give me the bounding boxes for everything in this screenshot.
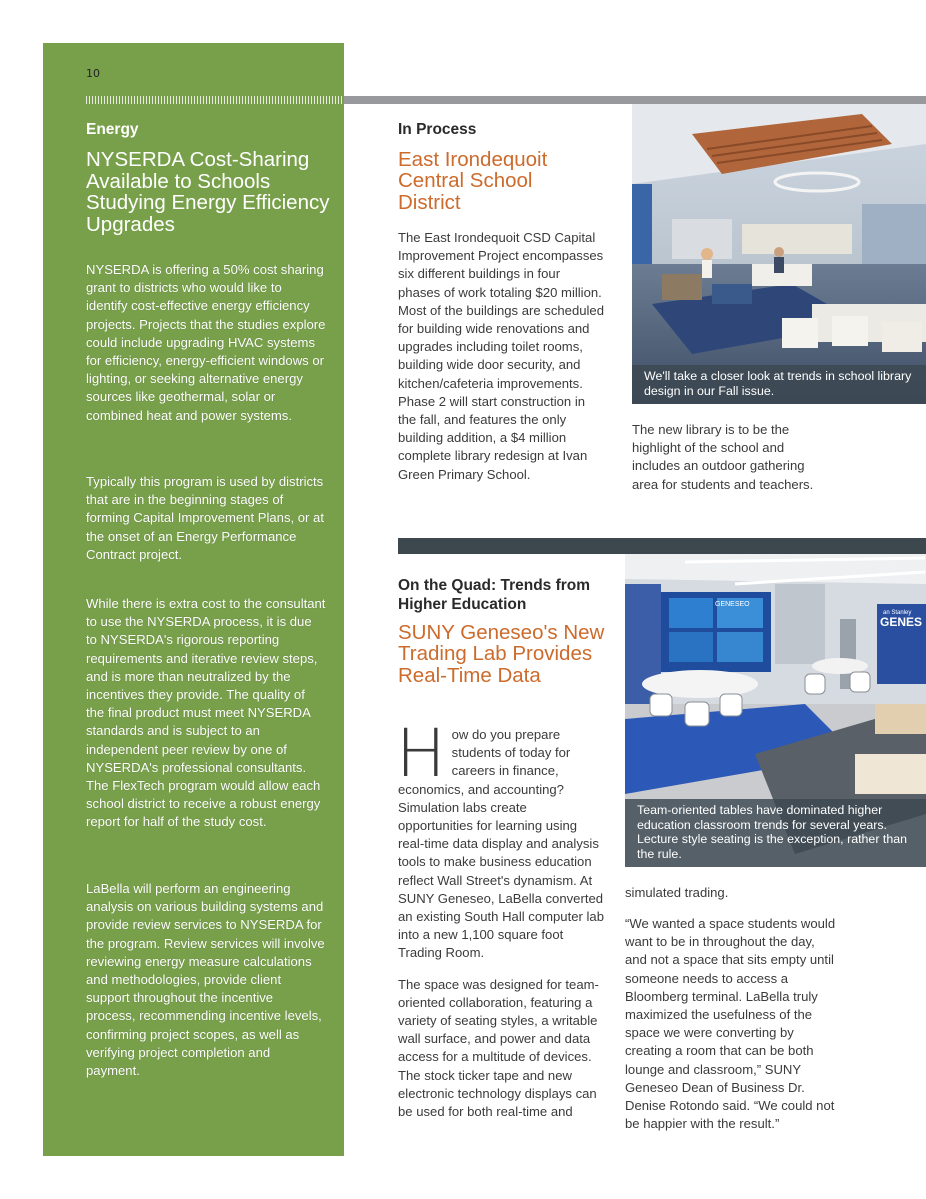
- in-process-body: The East Irondequoit CSD Capital Improvement Project encompasses six different buildings in four phases of work totaling $20 million. Most of the buildings are scheduled for building wide renovations and upgrades including toilet rooms, building wide door security, and kitchen/cafeteria improvements. Phase 2 will start construction in the fall, and features the only building addition, a $4 million complete library redesign at Ivan Green Primary School.: [398, 230, 604, 482]
- page-number: 10: [86, 67, 100, 80]
- geneseo-wall-sign: GENES: [880, 615, 923, 629]
- sidebar-paragraph: LaBella will perform an engineering analysis on various building systems and provide review services to NYSERDA for the program. Review services will involve reviewing energy measure calculations and methodologies, provide client support throughout the incentive process, recommending incentive levels, confirming project scopes, as well as verifying project completion and payment.: [86, 881, 325, 1079]
- quad-paragraph-1-text: ow do you prepare students of today for careers in finance, economics, and accounting? Simulation labs create opportunities for learning using real-time data display and analysis tools to make business education reflect Wall Street's dynamism. At SUNY Geneseo, LaBella converted an existing South Hall computer lab into a new 1,100 square foot Trading Room.: [398, 727, 604, 961]
- library-photo: [632, 104, 926, 404]
- tick-rule: [86, 96, 344, 104]
- sidebar-paragraph: While there is extra cost to the consultant to use the NYSERDA process, it is due to NYSERDA's rigorous reporting requirements and iterative review steps, and is more than neutralized by the incentives they provide. The quality of the final product must meet NYSERDA standards and is subject to an independent peer review by one of NYSERDA's professional consultants. The FlexTech program would allow each school district to receive a robust energy report for half of the study cost.: [86, 596, 326, 830]
- quad-col2-paragraph-1: simulated trading.: [625, 885, 729, 900]
- trading-lab-photo: [625, 554, 926, 867]
- sidebar-category: Energy: [86, 121, 139, 138]
- quad-paragraph-2: The space was designed for team-oriented collaboration, featuring a variety of seating styles, a writable wall surface, and power and data access for a multitude of devices. The stock ticker tape and new electronic technology displays can be used for both real-time and: [398, 976, 599, 1120]
- drop-cap: H: [396, 715, 446, 792]
- sidebar-title: NYSERDA Cost-Sharing Available to Schools Studying Energy Efficiency Upgrades: [86, 148, 330, 236]
- sidebar-paragraph: NYSERDA is offering a 50% cost sharing grant to districts who would like to identify cost-effective energy efficiency projects. Projects that the studies explore could include upgrading HVAC systems for efficiency, energy-efficient windows or lighting, or seeking alternative energy sources like geothermal, solar or combined heat and power systems.: [86, 262, 326, 423]
- quad-article-body: [396, 715, 604, 1121]
- in-process-title: East Irondequoit Central School District: [398, 148, 548, 214]
- quad-title: SUNY Geneseo's New Trading Lab Provides Real-Time Data: [398, 621, 605, 687]
- geneseo-screen-sign: GENESEO: [715, 601, 750, 608]
- sidebar-paragraph: Typically this program is used by districts that are in the beginning stages of forming Capital Improvement Plans, or at the onset of an Energy Performance Contract project.: [86, 474, 324, 562]
- library-photo-caption: We'll take a closer look at trends in school library design in our Fall issue.: [632, 365, 926, 404]
- in-process-heading: In Process: [398, 121, 477, 138]
- quad-heading: On the Quad: Trends from Higher Education: [398, 577, 591, 613]
- section-divider: [398, 538, 926, 554]
- top-rule: [344, 96, 926, 104]
- quad-col2-paragraph-2: “We wanted a space students would want to be in throughout the day, and not a space that sits empty until someone needs to access a Bloomberg terminal. LaBella truly maximized the usefulness of the space we were converting by creating a room that can be both lounge and classroom,” SUNY Geneseo Dean of Business Dr. Denise Rotondo said. “We could not be happier with the result.”: [625, 916, 836, 1132]
- library-side-text: The new library is to be the highlight of the school and includes an outdoor gathering area for students and teachers.: [632, 422, 814, 492]
- ticker-sign: an Stanley: [883, 610, 912, 616]
- quad-paragraph-1: [396, 715, 604, 963]
- trading-lab-photo-caption: Team-oriented tables have dominated higher education classroom trends for several years. Lecture style seating is the exception, rather than the rule.: [625, 799, 926, 867]
